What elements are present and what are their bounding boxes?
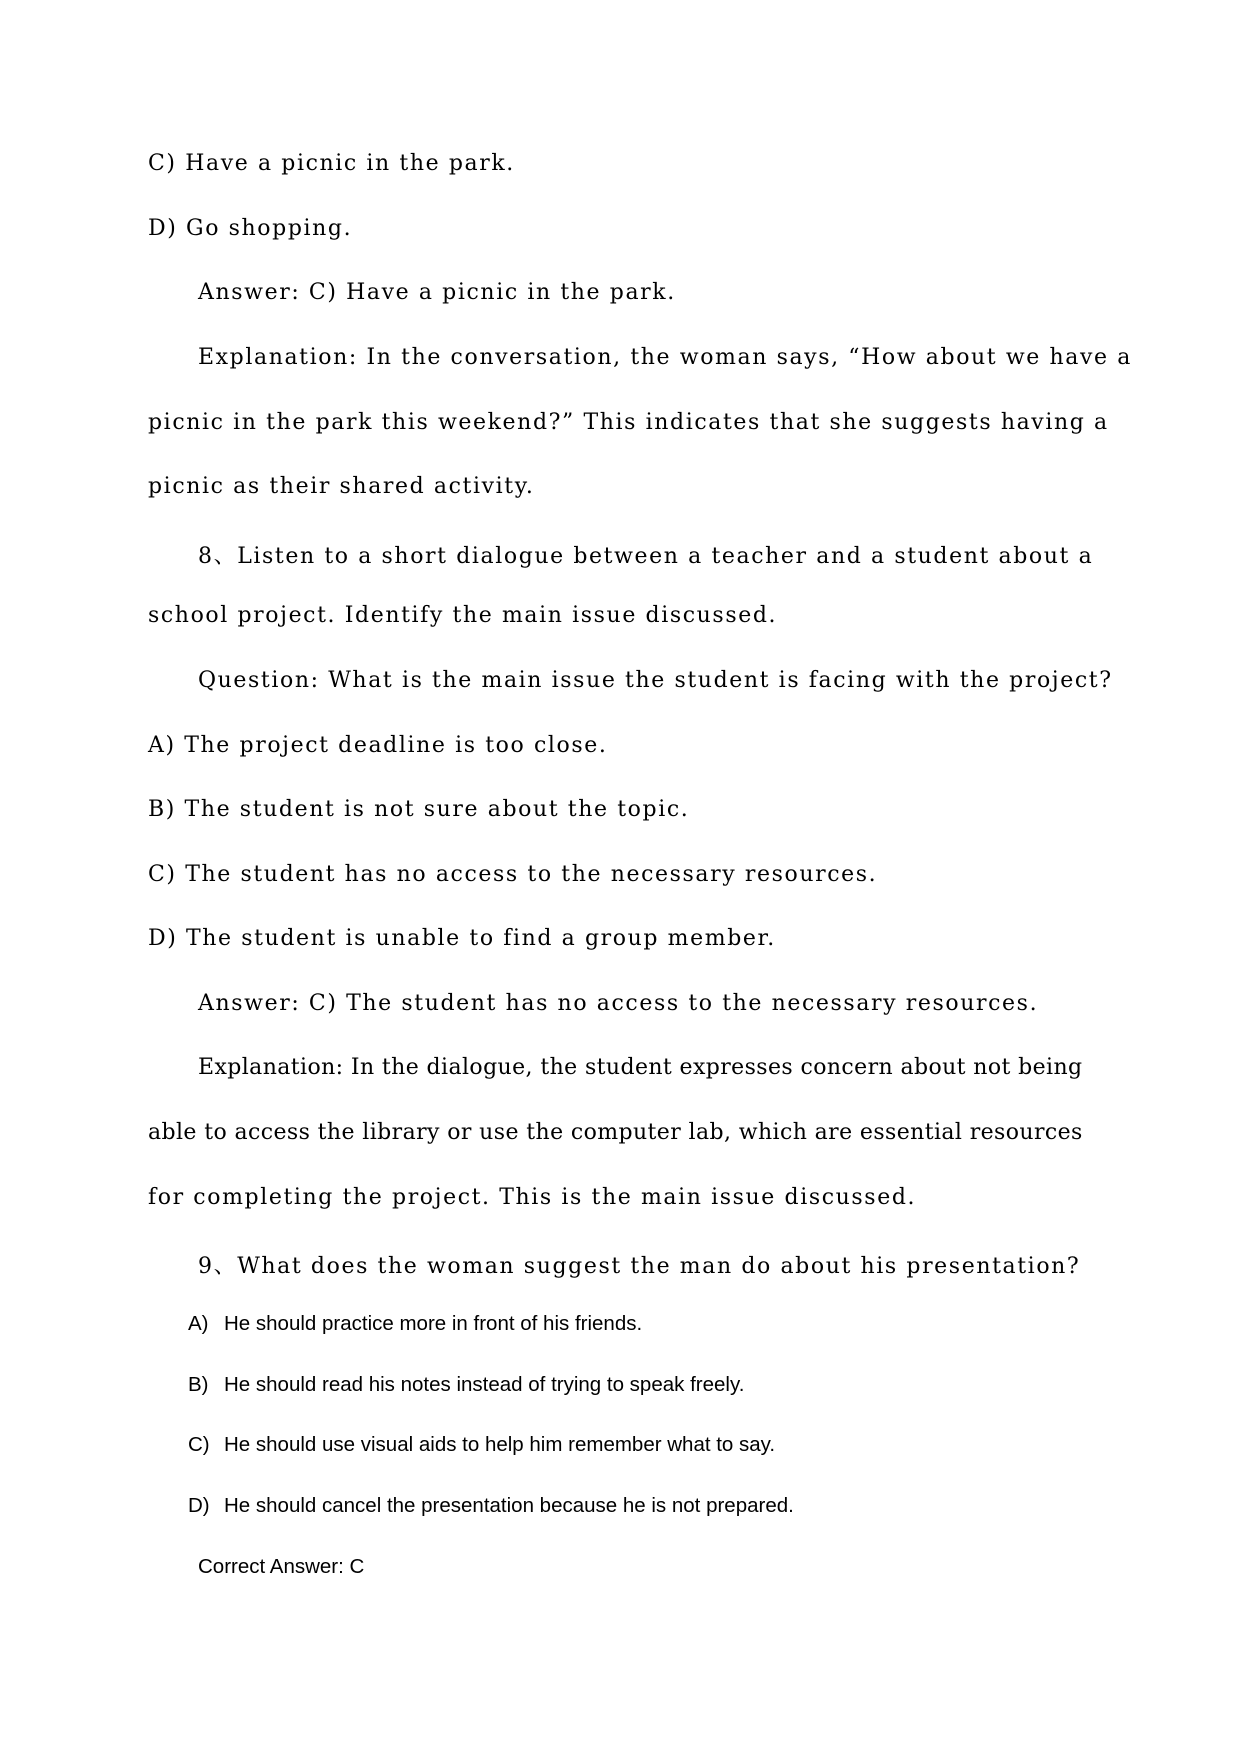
q9-option-c [188, 1433, 775, 1457]
q9-prompt: 9、What does the woman suggest the man do about his presentation? [198, 1254, 1081, 1279]
q8-explanation-line-3: for completing the project. This is the main issue discussed. [148, 1185, 917, 1210]
q9-option-c-text: He should use visual aids to help him remember what to say. [224, 1433, 776, 1456]
q7-explanation-line-2: picnic in the park this weekend?” This indicates that she suggests having a [148, 410, 1109, 435]
q7-option-c: C) Have a picnic in the park. [148, 151, 515, 176]
q7-answer: Answer: C) Have a picnic in the park. [198, 280, 676, 305]
q9-option-d-letter: D) [188, 1494, 210, 1517]
q8-explanation-line-2: able to access the library or use the computer lab, which are essential resources [148, 1120, 1083, 1145]
q8-question: Question: What is the main issue the student is facing with the project? [198, 668, 1113, 693]
q7-explanation-line-3: picnic as their shared activity. [148, 474, 535, 499]
q9-option-c-letter: C) [188, 1433, 210, 1456]
q9-option-a [188, 1312, 642, 1336]
q8-prompt-line-1: 8、Listen to a short dialogue between a teacher and a student about a [198, 544, 1094, 569]
q7-explanation-line-1: Explanation: In the conversation, the woman says, “How about we have a [198, 345, 1132, 370]
q9-option-b-text: He should read his notes instead of trying to speak freely. [224, 1373, 745, 1396]
q8-option-d: D) The student is unable to find a group member. [148, 926, 776, 951]
q8-option-b: B) The student is not sure about the topic. [148, 797, 690, 822]
q8-answer: Answer: C) The student has no access to the necessary resources. [198, 991, 1039, 1016]
q8-explanation-line-1: Explanation: In the dialogue, the student expresses concern about not being [198, 1055, 1083, 1080]
q9-correct-answer: Correct Answer: C [198, 1555, 365, 1578]
q9-option-d-text: He should cancel the presentation because he is not prepared. [224, 1494, 794, 1517]
q9-option-b [188, 1373, 744, 1397]
q9-option-d [188, 1494, 794, 1518]
q9-option-a-letter: A) [188, 1312, 209, 1335]
q8-prompt-line-2: school project. Identify the main issue discussed. [148, 603, 778, 628]
q9-option-b-letter: B) [188, 1373, 209, 1396]
q9-option-a-text: He should practice more in front of his friends. [224, 1312, 643, 1335]
q7-option-d: D) Go shopping. [148, 216, 353, 241]
q8-option-a: A) The project deadline is too close. [148, 733, 608, 758]
q8-option-c: C) The student has no access to the necessary resources. [148, 862, 878, 887]
